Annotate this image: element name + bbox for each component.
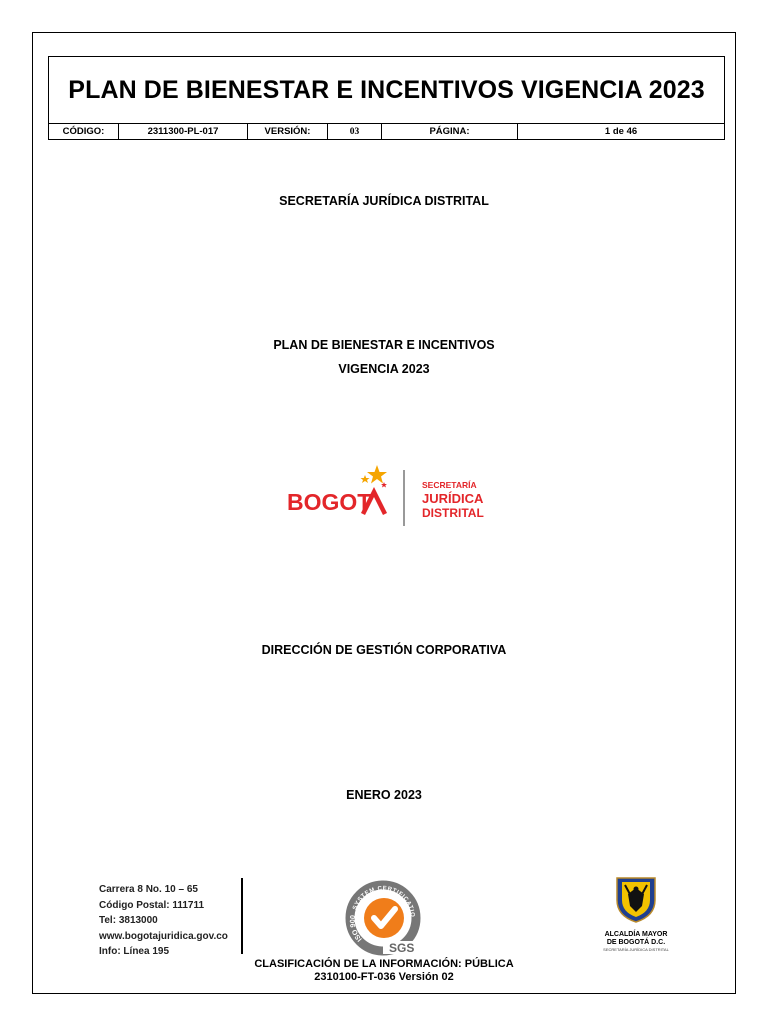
document-title: PLAN DE BIENESTAR E INCENTIVOS VIGENCIA 2023 (49, 57, 725, 124)
svg-text:SGS: SGS (389, 941, 415, 955)
classification-line2: 2310100-FT-036 Versión 02 (314, 971, 454, 983)
version-value: 03 (328, 124, 382, 140)
direction-name: DIRECCIÓN DE GESTIÓN CORPORATIVA (261, 643, 507, 657)
pagina-value: 1 de 46 (518, 124, 725, 140)
alcaldia-mayor-logo (596, 876, 676, 956)
codigo-value: 2311300-PL-017 (119, 124, 248, 140)
document-header-table (48, 56, 725, 140)
codigo-label: CÓDIGO: (49, 124, 119, 140)
bogota-coat-of-arms-icon (613, 876, 659, 924)
pagina-label: PÁGINA: (382, 124, 518, 140)
plan-title-line2: VIGENCIA 2023 (338, 362, 430, 376)
bogota-wordmark: BOGOT (287, 489, 372, 515)
website-line: www.bogotajuridica.gov.co (99, 930, 228, 942)
svg-text:SECRETARÍA: SECRETARÍA (422, 480, 477, 490)
svg-text:SYSTEM CERTIFICATION: SYSTEM CERTIFICATIO (352, 885, 416, 918)
postal-code-line: Código Postal: 111711 (99, 899, 205, 911)
star-icon (367, 465, 387, 484)
plan-title-line1: PLAN DE BIENESTAR E INCENTIVOS (273, 338, 495, 352)
entity-name: SECRETARÍA JURÍDICA DISTRITAL (279, 194, 489, 208)
footer-address (99, 882, 228, 960)
info-line: Info: Línea 195 (99, 946, 170, 957)
small-star-icon (361, 475, 370, 483)
bogota-secretaria-logo (285, 462, 485, 528)
svg-text:ISO 9001: ISO 900 (349, 914, 364, 943)
document-date: ENERO 2023 (346, 788, 422, 802)
svg-text:JURÍDICA: JURÍDICA (422, 491, 484, 506)
alcaldia-subtitle: SECRETARÍA JURÍDICA DISTRITAL (603, 947, 669, 952)
footer-divider (241, 878, 243, 954)
classification-line1: CLASIFICACIÓN DE LA INFORMACIÓN: PÚBLICA (254, 958, 514, 970)
sgs-iso-9001-seal (343, 876, 423, 956)
svg-text:DISTRITAL: DISTRITAL (422, 506, 484, 520)
alcaldia-line1: ALCALDÍA MAYOR (604, 931, 668, 938)
phone-line: Tel: 3813000 (99, 915, 158, 926)
alcaldia-line2: DE BOGOTÁ D.C. (606, 939, 666, 946)
tiny-star-icon (381, 482, 387, 488)
version-label: VERSIÓN: (248, 124, 328, 140)
address-line: Carrera 8 No. 10 – 65 (99, 884, 198, 895)
